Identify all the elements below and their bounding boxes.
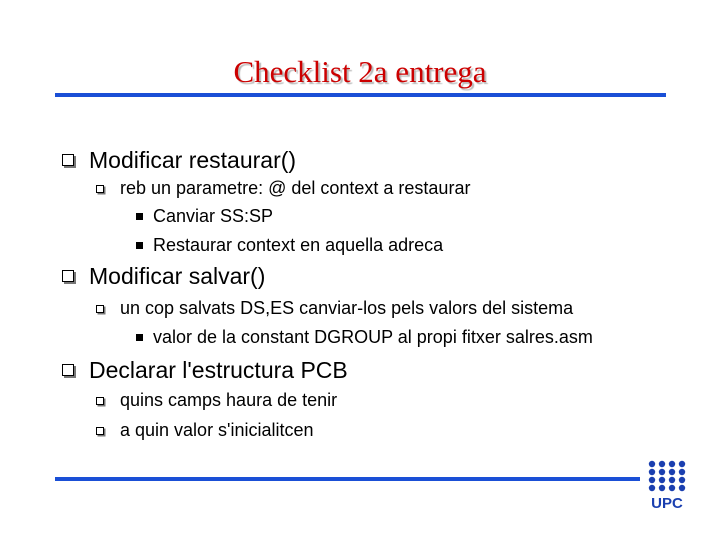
hollow-square-bullet-icon	[96, 185, 104, 193]
upc-logo-label: UPC	[651, 495, 683, 510]
slide-title: Checklist 2a entrega	[233, 54, 487, 89]
footer-divider	[55, 477, 640, 481]
square-bullet-icon	[136, 334, 143, 341]
bullet-3-text: Declarar l'estructura PCB	[89, 357, 348, 383]
hollow-square-bullet-icon	[96, 305, 104, 313]
upc-logo-icon	[646, 460, 690, 510]
square-bullet-icon	[136, 242, 143, 249]
square-bullet-icon	[136, 213, 143, 220]
bullet-1-1-text: reb un parametre: @ del context a restaurar	[120, 178, 471, 198]
hollow-square-bullet-icon	[96, 427, 104, 435]
hollow-square-bullet-icon	[62, 364, 74, 376]
bullet-1-1-2-text: Restaurar context en aquella adreca	[153, 235, 444, 255]
hollow-square-bullet-icon	[62, 270, 74, 282]
title-divider	[55, 93, 666, 97]
hollow-square-bullet-icon	[62, 154, 74, 166]
bullet-3-2-text: a quin valor s'inicialitcen	[120, 420, 314, 440]
bullet-1-text: Modificar restaurar()	[89, 147, 297, 173]
bullet-2-1-1-text: valor de la constant DGROUP al propi fitxer salres.asm	[153, 327, 593, 347]
upc-logo	[646, 460, 690, 510]
hollow-square-bullet-icon	[96, 397, 104, 405]
bullet-2-1-text: un cop salvats DS,ES canviar-los pels valors del sistema	[120, 298, 574, 318]
bullet-2-text: Modificar salvar()	[89, 263, 266, 289]
bullet-1-1-1-text: Canviar SS:SP	[153, 206, 274, 226]
bullet-3-1-text: quins camps haura de tenir	[120, 390, 338, 410]
